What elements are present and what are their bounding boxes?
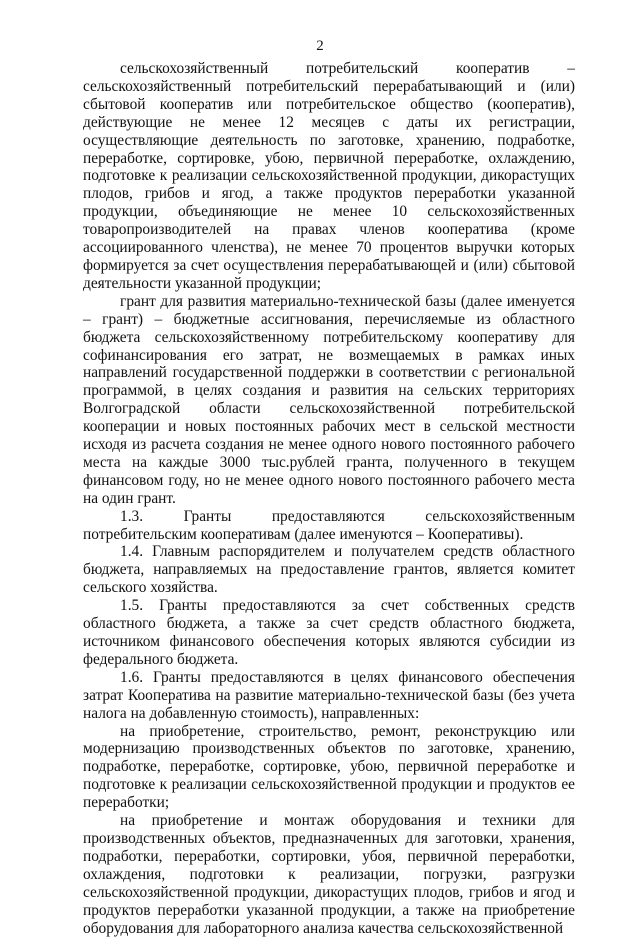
paragraph-grant-definition: грант для развития материально-технической базы (далее именуется – грант) – бюджетные ассигнования, перечисляемые из областного бюджета сельскохозяйственному потребительскому кооперативу для софинансирования его затрат, не возмещаемых в рамках иных направлений государственной поддержки в соответствии с региональной программой, в целях создания и развития на сельских территориях Волгоградской области сельскохозяйственной потребительской кооперации и новых постоянных рабочих мест в сельской местности исходя из расчета создания не менее одного нового постоянного рабочего места на каждые 3000 тыс.рублей гранта, полученного в текущем финансовом году, но не менее одного нового постоянного рабочего места на один грант. (83, 292, 575, 507)
document-body (83, 60, 575, 937)
paragraph-1-6-item-equipment: на приобретение и монтаж оборудования и техники для производственных объектов, предназначенных для заготовки, хранения, подработки, переработки, сортировки, убоя, первичной переработки, охлаждения, подготовки к реализации, погрузки, разгрузки сельскохозяйственной продукции, дикорастущих плодов, грибов и ягод и продуктов переработки указанной продукции, а также на приобретение оборудования для лабораторного анализа качества сельскохозяйственной (83, 812, 575, 937)
page-number: 2 (316, 38, 324, 54)
paragraph-1-6: 1.6. Гранты предоставляются в целях финансового обеспечения затрат Кооператива на развитие материально-технической базы (без учета налога на добавленную стоимость), направленных: (83, 668, 575, 722)
paragraph-1-6-item-construction: на приобретение, строительство, ремонт, реконструкцию или модернизацию производственных объектов по заготовке, хранению, подработке, переработке, сортировке, убою, первичной переработке и подготовке к реализации сельскохозяйственной продукции и продуктов ее переработки; (83, 722, 575, 812)
paragraph-1-3: 1.3. Гранты предоставляются сельскохозяйственным потребительским кооперативам (далее именуются – Кооперативы). (83, 507, 575, 543)
paragraph-1-5: 1.5. Гранты предоставляются за счет собственных средств областного бюджета, а также за счет средств областного бюджета, источником финансового обеспечения которых являются субсидии из федерального бюджета. (83, 597, 575, 668)
paragraph-1-4: 1.4. Главным распорядителем и получателем средств областного бюджета, направляемых на предоставление грантов, является комитет сельского хозяйства. (83, 543, 575, 597)
paragraph-cooperative-definition: сельскохозяйственный потребительский кооператив – сельскохозяйственный потребительский перерабатывающий и (или) сбытовой кооператив или потребительское общество (кооператив), действующие не менее 12 месяцев с даты их регистрации, осуществляющие деятельность по заготовке, хранению, подработке, переработке, сортировке, убою, первичной переработке, охлаждению, подготовке к реализации сельскохозяйственной продукции, дикорастущих плодов, грибов и ягод, а также продуктов переработки указанной продукции, объединяющие не менее 10 сельскохозяйственных товаропроизводителей на правах членов кооператива (кроме ассоциированного членства), не менее 70 процентов выручки которых формируется за счет осуществления перерабатывающей и (или) сбытовой деятельности указанной продукции; (83, 60, 575, 292)
